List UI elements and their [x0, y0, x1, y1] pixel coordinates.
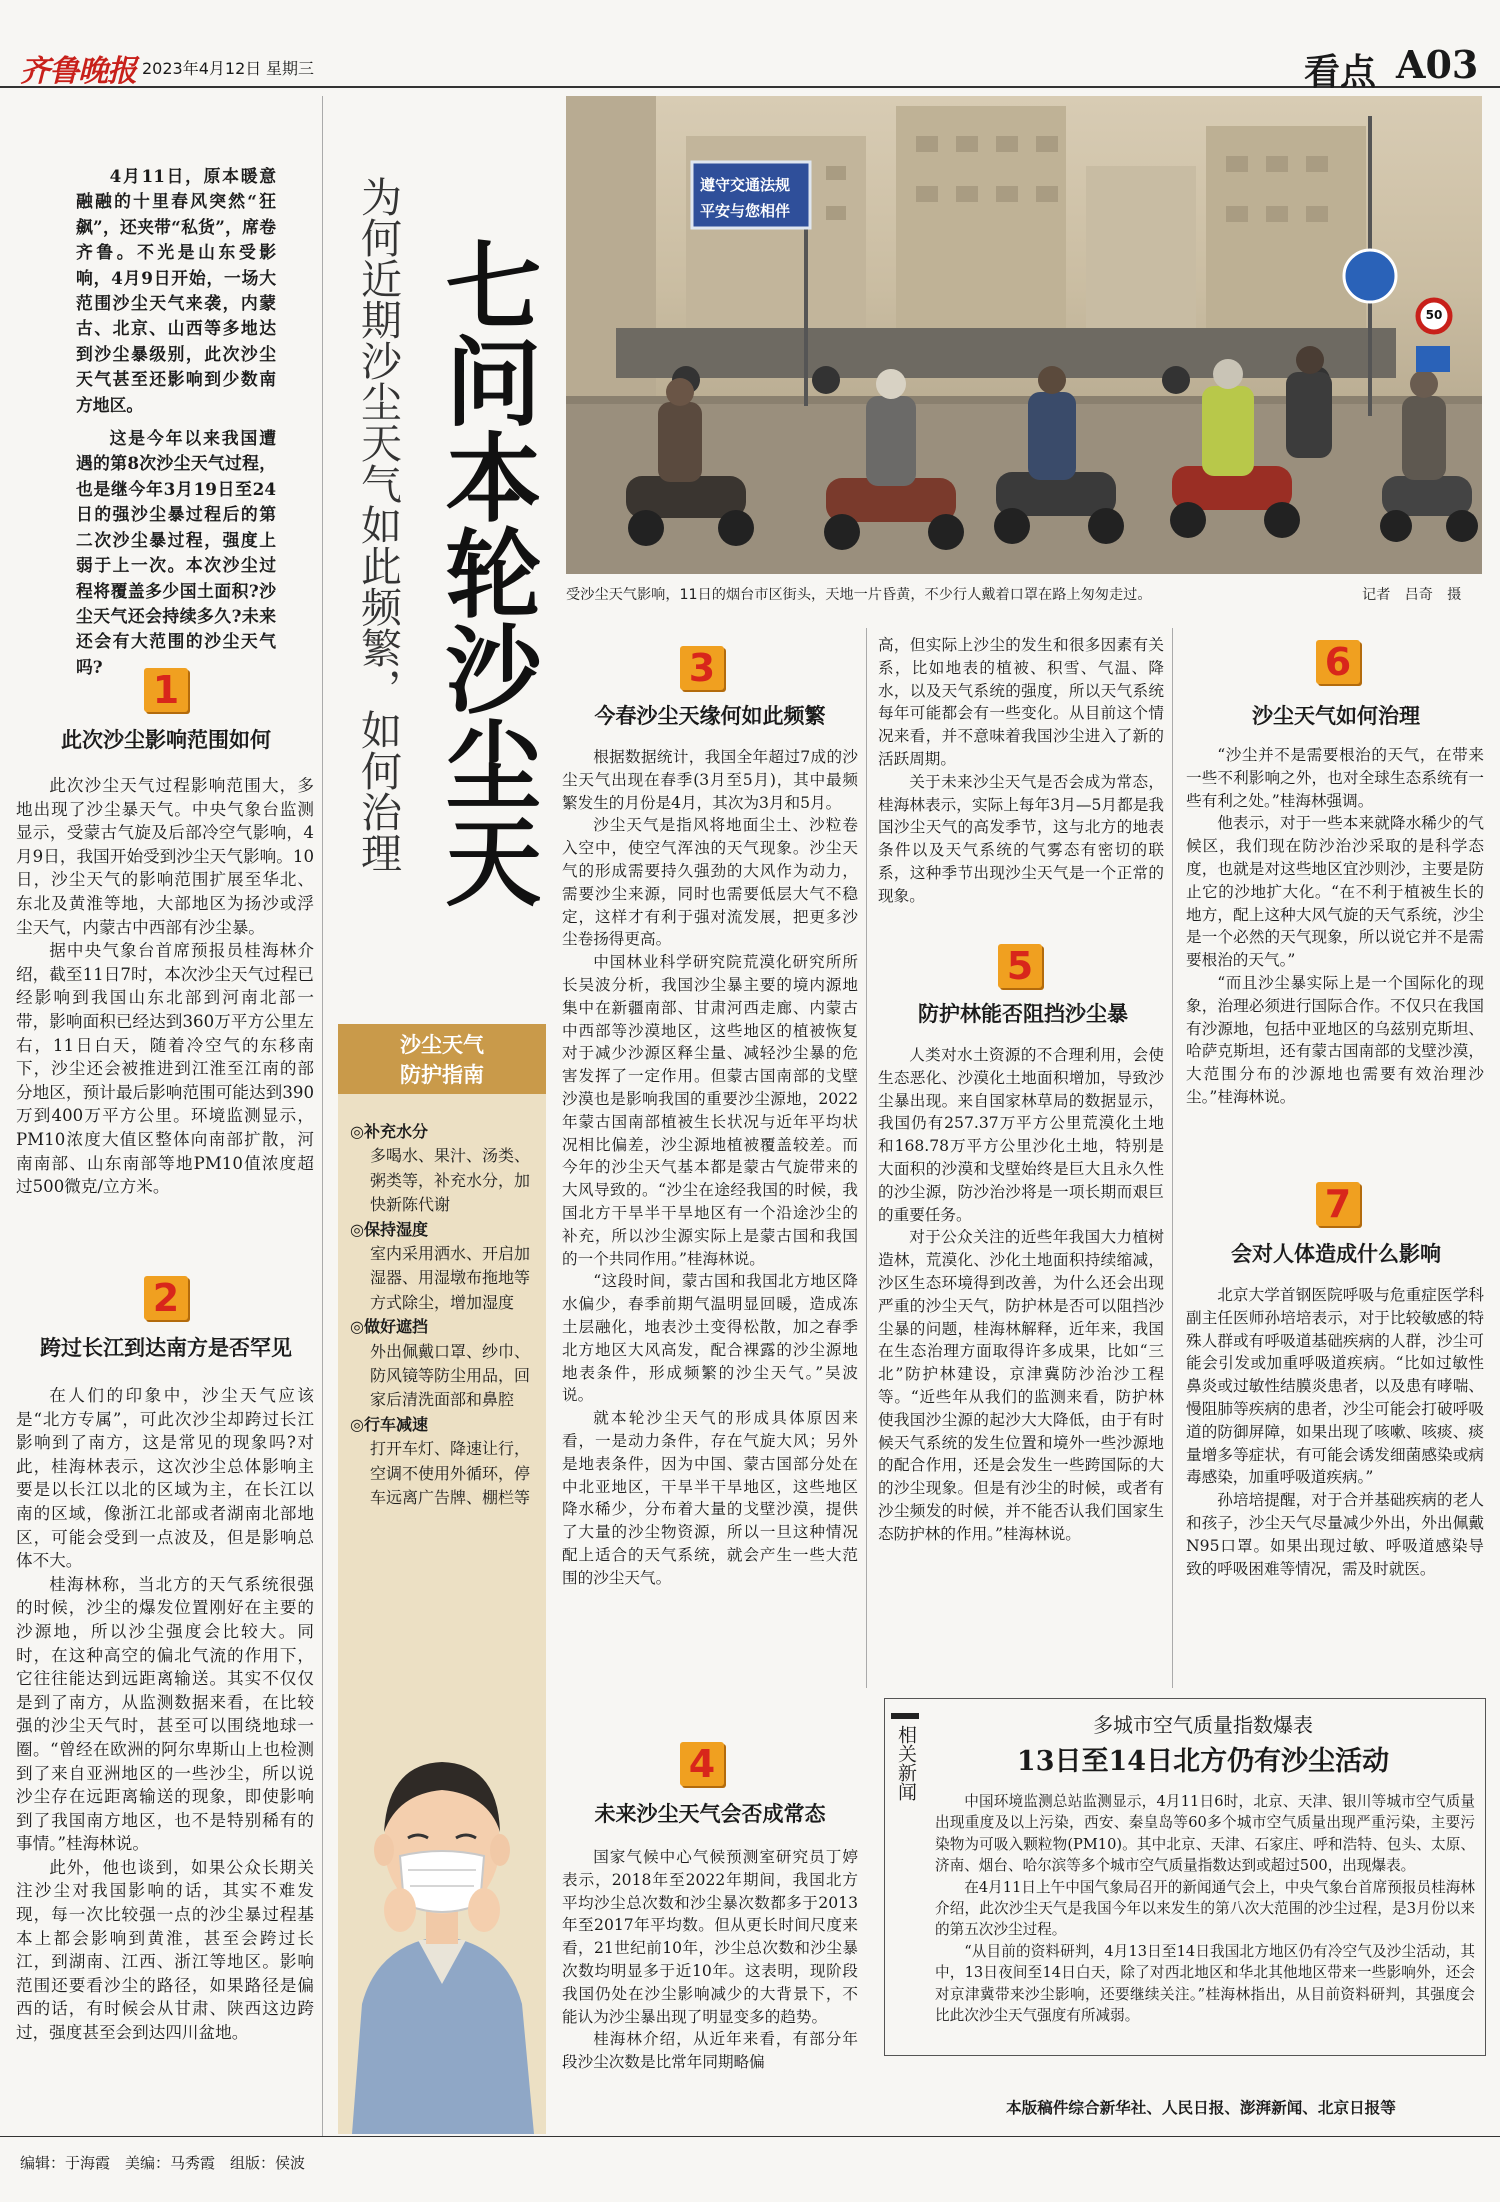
- column-rule: [866, 628, 867, 1688]
- section-label: 看点: [1304, 51, 1377, 93]
- question-number: 1: [144, 668, 188, 712]
- question-title: 防护林能否阻挡沙尘暴: [918, 1002, 1128, 1026]
- guide-item-text: 外出佩戴口罩、纱巾、防风镜等防尘用品，回家后清洗面部和鼻腔: [370, 1341, 531, 1410]
- q1-body: [16, 774, 314, 1199]
- body-paragraph: 人类对水土资源的不合理利用，会使生态恶化、沙漠化土地面积增加，导致沙尘暴出现。来自国家林草局的数据显示，我国仍有257.37万平方公里荒漠化土地和168.78万平方公里沙化土地，特别是大面积的沙漠和戈壁始终是巨大且永久性的沙尘源，防沙治沙将是一项长期而艰巨的重要任务。: [878, 1046, 1164, 1224]
- column-rule: [1172, 628, 1173, 1688]
- question-number: 3: [680, 646, 724, 690]
- protection-guide: [338, 1024, 546, 2134]
- body-paragraph: 桂海林介绍，从近年来看，有部分年段沙尘次数是比常年同期略偏: [562, 2030, 858, 2072]
- guide-item-head: ◎行车减速: [350, 1414, 428, 1434]
- question-number: 4: [680, 1742, 724, 1786]
- paper-logo: 齐鲁晚报: [20, 54, 136, 89]
- photo-caption: 受沙尘天气影响，11日的烟台市区街头，天地一片昏黄，不少行人戴着口罩在路上匆匆走过。: [566, 587, 1152, 603]
- sign-text: 遵守交通法规: [700, 176, 791, 194]
- guide-item-head: ◎做好遮挡: [350, 1317, 428, 1337]
- street-scene: [566, 96, 1482, 574]
- body-paragraph: 中国环境监测总站监测显示，4月11日6时，北京、天津、银川等城市空气质量出现重度及以上污染，西安、秦皇岛等60多个城市空气质量出现严重污染，主要污染物为可吸入颗粒物(PM10)。其中北京、天津、石家庄、呼和浩特、包头、太原、济南、烟台、哈尔滨等多个城市空气质量指数达到或超过500，出现爆表。: [935, 1793, 1475, 1875]
- issue-weekday: 星期三: [266, 59, 315, 78]
- guide-item: [350, 1120, 536, 1218]
- q5-body: [878, 1044, 1164, 1684]
- lead-paragraph: 这是今年以来我国遭遇的第8次沙尘天气过程，也是继今年3月19日至24日的强沙尘暴过程后的第二次沙尘暴过程，强度上弱于上一次。本次沙尘过程将覆盖多少国土面积?沙尘天气还会持续多久?未来还会有大范围的沙尘天气吗?: [76, 428, 276, 677]
- headline-sub: 为何近期沙尘天气如此频繁，如何治理: [354, 176, 402, 873]
- guide-item-text: 室内采用洒水、开启加湿器、用湿墩布拖地等方式除尘，增加湿度: [370, 1244, 531, 1312]
- guide-title: 防护指南: [400, 1063, 484, 1087]
- q7-body: [1186, 1284, 1484, 1684]
- guide-item-text: 多喝水、果汁、汤类、粥类等，补充水分，加快新陈代谢: [370, 1146, 531, 1215]
- masked-person-illustration: [338, 1714, 546, 2134]
- guide-header: [338, 1024, 546, 1094]
- guide-item-text: 打开车灯、降速让行，空调不使用外循环，停车远离广告牌、棚栏等: [370, 1439, 531, 1508]
- question-title: 今春沙尘天缘何如此频繁: [594, 704, 826, 728]
- question-number: 2: [144, 1276, 188, 1320]
- question-title: 沙尘天气如何治理: [1252, 704, 1420, 728]
- headline-main: 七问本轮沙尘天: [430, 236, 543, 908]
- body-paragraph: 国家气候中心气候预测室研究员丁婷表示，2018年至2022年期间，我国北方平均沙尘总次数和沙尘暴次数都多于2013年至2017年平均数。但从更长时间尺度来看，21世纪前10年，沙尘总次数和沙尘暴次数均明显多于近10年。这表明，现阶段我国仍处在沙尘影响减少的大背景下，不能认为沙尘暴出现了明显变多的趋势。: [562, 1848, 858, 2026]
- street-photo: [566, 96, 1482, 574]
- page-number: A03: [1396, 42, 1479, 87]
- body-paragraph: 他表示，对于一些本来就降水稀少的气候区，我们现在防沙治沙采取的是科学态度，也就是对这些地区宜沙则沙，主要是防止它的沙地扩大化。“在不利于植被生长的地方，配上这种大风气旋的天气系统，沙尘是一个必然的天气现象，所以说它并不是需要根治的天气。”: [1186, 814, 1484, 970]
- lead-text: [76, 164, 276, 680]
- masthead: [0, 0, 1500, 93]
- question-number: 6: [1316, 640, 1360, 684]
- body-paragraph: 高，但实际上沙尘的发生和很多因素有关系，比如地表的植被、积雪、气温、降水，以及天气系统的强度，所以天气系统每年可能都会有一些变化。从目前这个情况来看，并不意味着我国沙尘进入了新的活跃周期。: [878, 636, 1164, 768]
- guide-item-head: ◎补充水分: [350, 1122, 428, 1141]
- body-paragraph: 北京大学首钢医院呼吸与危重症医学科副主任医师孙培培表示，对于比较敏感的特殊人群或有呼吸道基础疾病的人群，沙尘可能会引发或加重呼吸道疾病。“比如过敏性鼻炎或过敏性结膜炎患者，以及患有哮喘、慢阻肺等疾病的患者，沙尘可能会打破呼吸道的防御屏障，如果出现了咳嗽、咳痰、痰量增多等症状，有可能会诱发细菌感染或病毒感染，加重呼吸道疾病。”: [1186, 1286, 1484, 1487]
- question-title: 跨过长江到达南方是否罕见: [40, 1336, 292, 1360]
- q2-body: [16, 1384, 314, 2124]
- speed-limit-sign: 50: [1425, 308, 1443, 322]
- body-paragraph: 桂海林称，当北方的天气系统很强的时候，沙尘的爆发位置刚好在主要的沙源地，所以沙尘强度会比较大。同时，在这种高空的偏北气流的作用下，它往往能达到远距离输送。其实不仅仅是到了南方，从监测数据来看，在比较强的沙尘天气时，甚至可以围绕地球一圈。“曾经在欧洲的阿尔卑斯山上也检测到了来自亚洲地区的一些沙尘，所以说沙尘存在远距离输送的现象，即使影响到了我国南方地区，也不是特别稀有的事情。”桂海林说。: [16, 1574, 314, 1854]
- q6-body: [1186, 744, 1484, 1170]
- related-news-box: [884, 1698, 1486, 2056]
- issue-date: 2023年4月12日: [142, 59, 262, 78]
- guide-title: 沙尘天气: [400, 1033, 484, 1057]
- body-paragraph: “从目前的资料研判，4月13日至14日我国北方地区仍有冷空气及沙尘活动，其中，13日夜间至14日白天，除了对西北地区和华北其他地区带来一些影响外，还会对京津冀带来沙尘影响，还要继续关注。”桂海林指出，从目前资料研判，其强度会比此次沙尘天气强度有所减弱。: [935, 1942, 1475, 2025]
- body-paragraph: 对于公众关注的近些年我国大力植树造林，荒漠化、沙化土地面积持续缩减，沙区生态环境得到改善，为什么还会出现严重的沙尘天气，防护林是否可以阻挡沙尘暴的问题，桂海林解释，近年来，我国在生态治理方面取得许多成果，比如“三北”防护林建设，京津冀防沙治沙工程等。“近些年从我们的监测来看，防护林使我国沙尘源的起沙大大降低，由于有时候天气系统的发生位置和境外一些沙源地的配合作用，还是会发生一些跨国际的大的沙尘现象。但是有沙尘的时候，或者有沙尘频发的时候，并不能否认我们国家生态防护林的作用。”桂海林说。: [878, 1228, 1164, 1543]
- guide-item: [350, 1413, 536, 1511]
- q3-body: [562, 746, 858, 1734]
- body-paragraph: 此外，他也谈到，如果公众长期关注沙尘对我国影响的话，其实不难发现，每一次比较强一点的沙尘暴过程基本上都会影响到黄淮，甚至会跨过长江，到湖南、江西、浙江等地区。影响范围还要看沙尘的路径，如果路径是偏西的话，有时候会从甘肃、陕西这边跨过，强度甚至会到达四川盆地。: [16, 1857, 314, 2043]
- question-title: 此次沙尘影响范围如何: [61, 728, 271, 752]
- q4-body: [562, 1846, 858, 2130]
- related-news-body: [935, 1791, 1475, 2053]
- body-paragraph: “这段时间，蒙古国和我国北方地区降水偏少，春季前期气温明显回暖，造成冻土层融化，地表沙土变得松散，加之春季北方地区大风高发，配合裸露的沙尘源地地表条件，形成频繁的沙尘天气。”吴波说。: [562, 1272, 858, 1405]
- guide-item: [350, 1218, 536, 1316]
- q4-body-continued: [878, 634, 1164, 936]
- guide-item-head: ◎保持湿度: [350, 1219, 428, 1239]
- guide-items: [350, 1120, 536, 1511]
- body-paragraph: 沙尘天气是指风将地面尘土、沙粒卷入空中，使空气浑浊的天气现象。沙尘天气的形成需要持久强劲的大风作为动力，需要沙尘来源，同时也需要低层大气不稳定，这样才有利于强对流发展，把更多沙尘卷扬得更高。: [562, 816, 858, 949]
- body-paragraph: 就本轮沙尘天气的形成具体原因来看，一是动力条件，存在气旋大风；另外是地表条件，因为中国、蒙古国部分处在中北亚地区，干旱半干旱地区，这些地区降水稀少，分布着大量的戈壁沙漠，提供了大量的沙尘物资源，所以一旦这种情况配上适合的天气系统，就会产生一些大范围的沙尘天气。: [562, 1409, 858, 1587]
- body-paragraph: 关于未来沙尘天气是否会成为常态，桂海林表示，实际上每年3月—5月都是我国沙尘天气的高发季节，这与北方的地表条件以及天气系统的气雾态有密切的联系，这种季节出现沙尘天气是一个正常的现象。: [878, 772, 1164, 905]
- body-paragraph: 在人们的印象中，沙尘天气应该是“北方专属”，可此次沙尘却跨过长江影响到了南方，这是常见的现象吗?对此，桂海林表示，这次沙尘总体影响主要是以长江以北的区域为主，在长江以南的区域，像浙江北部或者湖南北部地区，可能会受到一点波及，但是影响总体不大。: [16, 1386, 314, 1571]
- page-footer: 编辑：于海霞 美编：马秀霞 组版：侯波: [20, 2154, 306, 2172]
- related-news-tag: 相关新闻: [891, 1713, 919, 1801]
- photo-credit: 记者 吕奇 摄: [1362, 587, 1462, 603]
- body-paragraph: 根据数据统计，我国全年超过7成的沙尘天气出现在春季(3月至5月)，其中最频繁发生的月份是4月，其次为3月和5月。: [562, 748, 858, 812]
- column-rule: [322, 96, 323, 2136]
- question-title: 会对人体造成什么影响: [1231, 1242, 1441, 1266]
- question-title: 未来沙尘天气会否成常态: [594, 1802, 826, 1826]
- related-news-kicker: 多城市空气质量指数爆表: [1093, 1713, 1313, 1737]
- question-number: 5: [998, 944, 1042, 988]
- guide-item: [350, 1315, 536, 1413]
- footer-rule: [0, 2136, 1500, 2137]
- related-news-title: 13日至14日北方仍有沙尘活动: [1016, 1746, 1390, 1777]
- body-paragraph: 孙培培提醒，对于合并基础疾病的老人和孩子，沙尘天气尽量减少外出，外出佩戴N95口罩。如果出现过敏、呼吸道感染导致的呼吸困难等情况，需及时就医。: [1186, 1491, 1484, 1578]
- source-note: 本版稿件综合新华社、人民日报、澎湃新闻、北京日报等: [1006, 2099, 1396, 2117]
- body-paragraph: 在4月11日上午中国气象局召开的新闻通气会上，中央气象台首席预报员桂海林介绍，此次沙尘天气是我国今年以来发生的第八次大范围的沙尘过程，是3月份以来的第五次沙尘过程。: [935, 1878, 1475, 1939]
- body-paragraph: “而且沙尘暴实际上是一个国际化的现象，治理必须进行国际合作。不仅只在我国有沙源地，包括中亚地区的乌兹别克斯坦、哈萨克斯坦，还有蒙古国南部的戈壁沙漠，大范围分布的沙源地也需要有效治理沙尘。”桂海林说。: [1186, 973, 1484, 1106]
- body-paragraph: “沙尘并不是需要根治的天气，在带来一些不利影响之外，也对全球生态系统有一些有利之处。”桂海林强调。: [1186, 746, 1484, 810]
- question-number: 7: [1316, 1182, 1360, 1226]
- body-paragraph: 中国林业科学研究院荒漠化研究所所长吴波分析，我国沙尘暴主要的境内源地集中在新疆南部、甘肃河西走廊、内蒙古中西部等沙漠地区，这些地区的植被恢复对于减少沙源区释尘量、减轻沙尘暴的危害发挥了一定作用。但蒙古国南部的戈壁沙漠也是影响我国的重要沙尘源地，2022年蒙古国南部植被生长状况与近年平均状况相比偏差，沙尘源地植被覆盖较差。而今年的沙尘天气基本都是蒙古气旋带来的大风导致的。“沙尘在途经我国的时候，我国北方干旱半干旱地区有一个沿途沙尘的补充，所以沙尘源实际上是蒙古国和我国的一个共同作用。”桂海林说。: [562, 953, 858, 1268]
- body-paragraph: 此次沙尘天气过程影响范围大，多地出现了沙尘暴天气。中央气象台监测显示，受蒙古气旋及后部冷空气影响，4月9日，我国开始受到沙尘天气影响。10日，沙尘天气的影响范围扩展至华北、东北及黄淮等地，大部地区为扬沙或浮尘天气，内蒙古中西部有沙尘暴。: [16, 776, 314, 937]
- lead-paragraph: 4月11日，原本暖意融融的十里春风突然“狂飙”，还夹带“私货”，席卷齐鲁。不光是山东受影响，4月9日开始，一场大范围沙尘天气来袭，内蒙古、北京、山西等多地达到沙尘暴级别，此次沙尘天气甚至还影响到少数南方地区。: [76, 166, 276, 415]
- sign-text: 平安与您相伴: [700, 202, 791, 220]
- body-paragraph: 据中央气象台首席预报员桂海林介绍，截至11日7时，本次沙尘天气过程已经影响到我国山东北部到河南北部一带，影响面积已经达到360万平方公里左右，11日白天，随着冷空气的东移南下，沙尘还会被推进到江淮至江南的部分地区，预计最后影响范围可能达到390万到400万平方公里。环境监测显示，PM10浓度大值区整体向南部扩散，河南南部、山东南部等地PM10值浓度超过500微克/立方米。: [16, 941, 314, 1197]
